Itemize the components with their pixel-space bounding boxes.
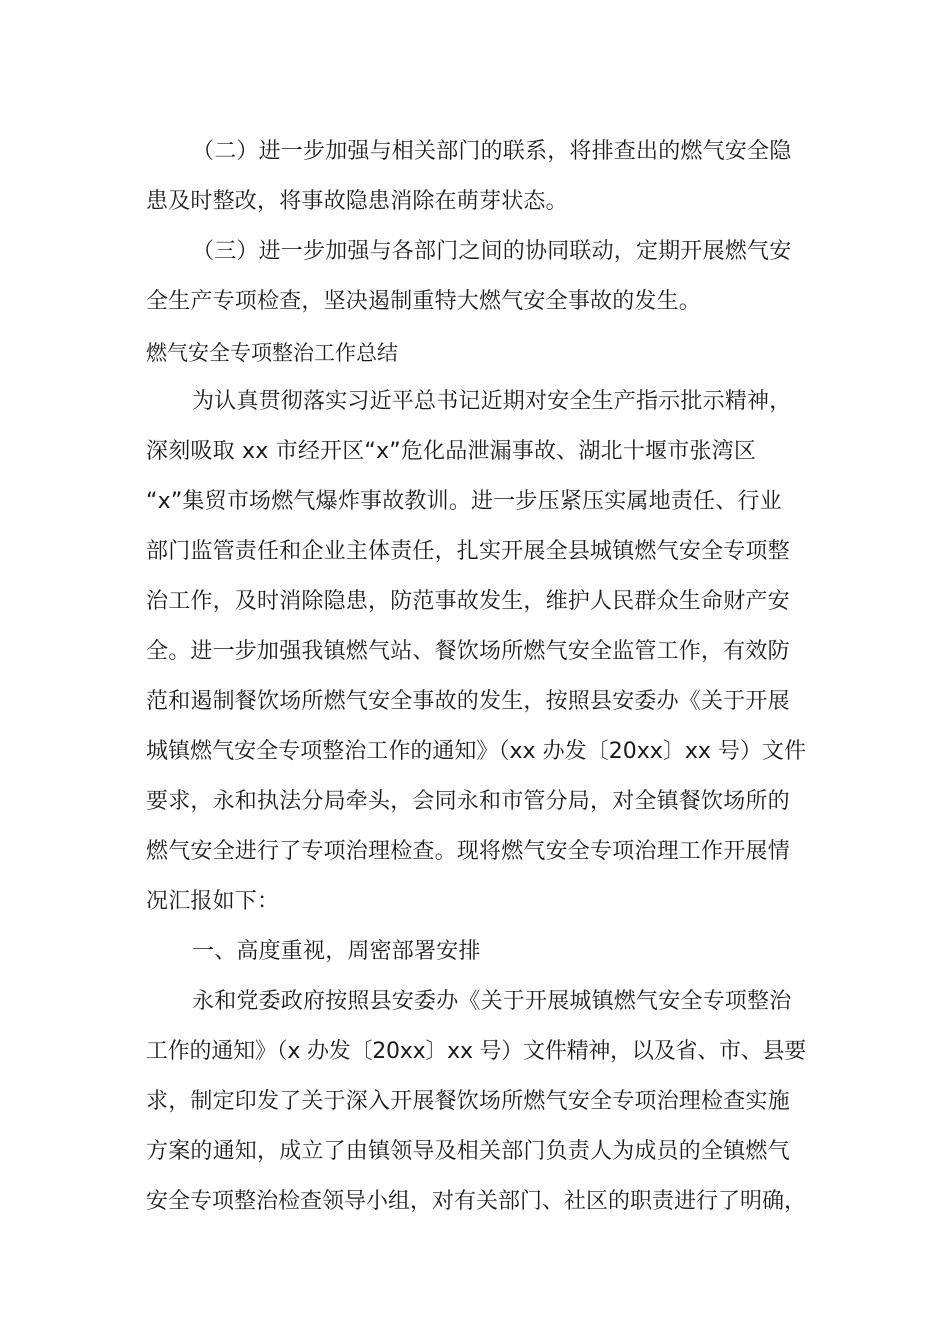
paragraph-line: 全。进一步加强我镇燃气站、餐饮场所燃气安全监管工作，有效防 — [146, 639, 790, 664]
section-heading: 一、高度重视，周密部署安排 — [192, 939, 481, 964]
paragraph-line: “x”集贸市场燃气爆炸事故教训。进一步压紧压实属地责任、行业 — [146, 489, 782, 514]
paragraph-line: 城镇燃气安全专项整治工作的通知》（xx 办发〔20xx〕xx 号）文件 — [146, 739, 807, 764]
paragraph-line: 方案的通知，成立了由镇领导及相关部门负责人为成员的全镇燃气 — [146, 1139, 790, 1164]
paragraph-line: 治工作，及时消除隐患，防范事故发生，维护人民群众生命财产安 — [146, 589, 790, 614]
paragraph-line: （三）进一步加强与各部门之间的协同联动，定期开展燃气安 — [192, 239, 792, 264]
paragraph-line: 范和遏制餐饮场所燃气安全事故的发生，按照县安委办《关于开展 — [146, 689, 790, 714]
paragraph-line: 工作的通知》（x 办发〔20xx〕xx 号）文件精神，以及省、市、县要 — [146, 1039, 807, 1064]
paragraph-line: 求，制定印发了关于深入开展餐饮场所燃气安全专项治理检查实施 — [146, 1089, 790, 1114]
paragraph-line: 深刻吸取 xx 市经开区“x”危化品泄漏事故、湖北十堰市张湾区 — [146, 439, 757, 464]
paragraph-line: 安全专项整治检查领导小组，对有关部门、社区的职责进行了明确， — [146, 1189, 807, 1214]
paragraph-line: 永和党委政府按照县安委办《关于开展城镇燃气安全专项整治 — [192, 989, 792, 1014]
paragraph-line: （二）进一步加强与相关部门的联系，将排查出的燃气安全隐 — [192, 139, 792, 164]
paragraph-line: 为认真贯彻落实习近平总书记近期对安全生产指示批示精神， — [192, 389, 792, 414]
paragraph-line: 患及时整改，将事故隐患消除在萌芽状态。 — [146, 189, 568, 214]
paragraph-line: 部门监管责任和企业主体责任，扎实开展全县城镇燃气安全专项整 — [146, 539, 790, 564]
paragraph-line: 况汇报如下： — [146, 889, 280, 914]
paragraph-line: 要求，永和执法分局牵头，会同永和市管分局，对全镇餐饮场所的 — [146, 789, 790, 814]
paragraph-line: 燃气安全进行了专项治理检查。现将燃气安全专项治理工作开展情 — [146, 839, 790, 864]
section-title: 燃气安全专项整治工作总结 — [146, 341, 398, 365]
paragraph-line: 全生产专项检查，坚决遏制重特大燃气安全事故的发生。 — [146, 289, 702, 314]
